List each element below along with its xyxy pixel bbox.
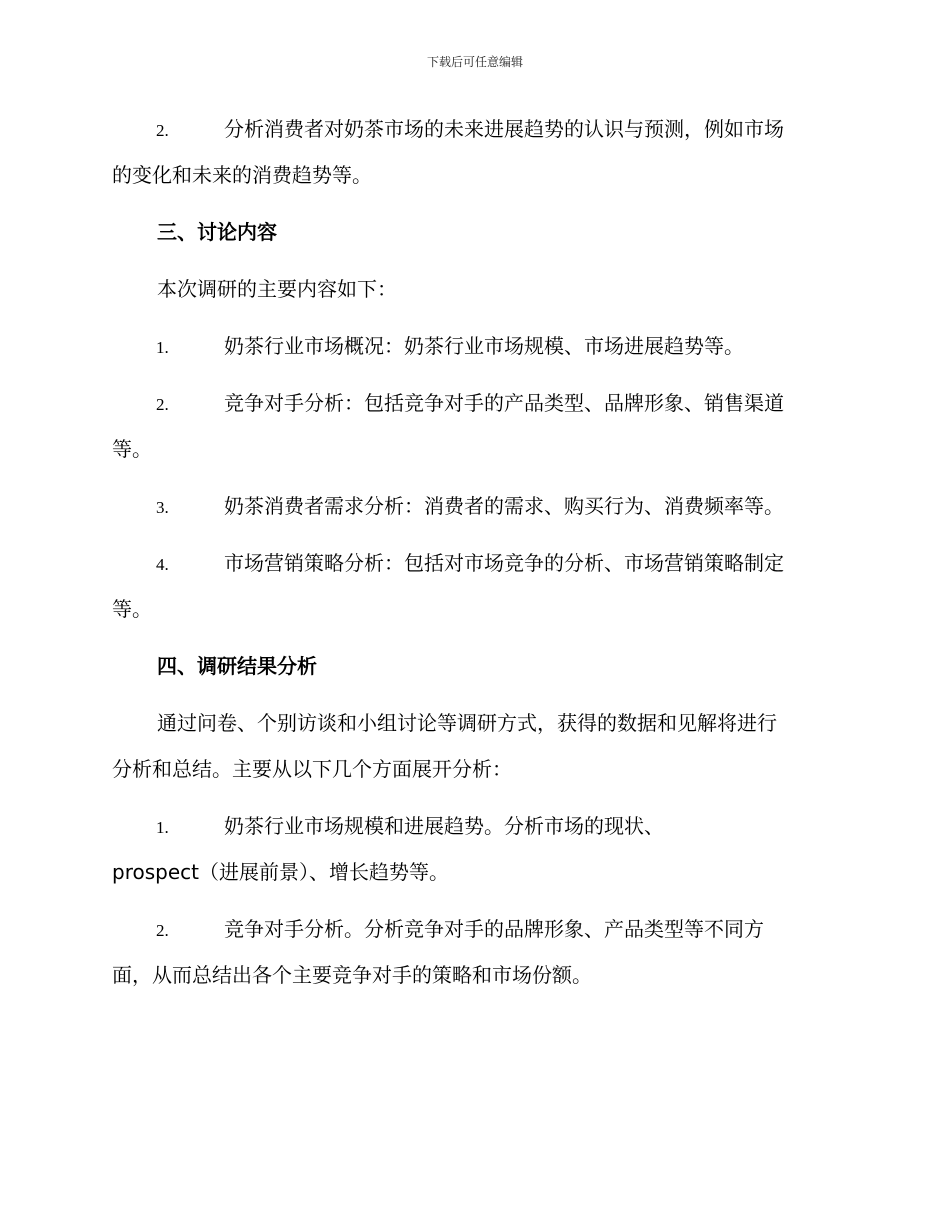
list-item-text: （进展前景）、增长趋势等。 (198, 860, 449, 884)
paragraph-continuation: 分析和总结。主要从以下几个方面展开分析： (112, 757, 512, 781)
list-item (112, 906, 834, 952)
list-item-text: 市场营销策略分析：包括对市场竞争的分析、市场营销策略制定 (224, 551, 784, 575)
list-item-continuation: 的变化和未来的消费趋势等。 (112, 163, 372, 187)
list-item (112, 323, 834, 369)
list-item-text: 奶茶行业市场概况：奶茶行业市场规模、市场进展趋势等。 (224, 334, 744, 358)
latin-term: prospect (112, 860, 199, 884)
list-number: 4. (156, 555, 169, 574)
list-item-text: 奶茶行业市场规模和进展趋势。分析市场的现状、 (224, 814, 664, 838)
section-heading: 四、调研结果分析 (157, 654, 317, 678)
document-body (112, 106, 834, 998)
list-number: 2. (156, 395, 169, 414)
list-number: 1. (156, 818, 169, 837)
paragraph: 本次调研的主要内容如下： (157, 277, 397, 301)
list-number: 1. (156, 338, 169, 357)
list-item-continuation: 等。 (112, 597, 152, 621)
section-heading: 三、讨论内容 (157, 220, 277, 244)
list-item-continuation: 面，从而总结出各个主要竞争对手的策略和市场份额。 (112, 963, 592, 987)
page-header: 下载后可任意编辑 (426, 55, 523, 69)
list-item-continuation (112, 849, 834, 895)
list-item (112, 803, 834, 849)
paragraph: 通过问卷、个别访谈和小组讨论等调研方式，获得的数据和见解将进行 (157, 711, 777, 735)
list-item (112, 540, 834, 586)
list-number: 2. (156, 121, 169, 140)
list-item (112, 483, 834, 529)
list-number: 2. (156, 921, 169, 940)
list-item (112, 380, 834, 426)
list-item-continuation: 等。 (112, 437, 152, 461)
list-item (112, 106, 834, 152)
list-item-text: 分析消费者对奶茶市场的未来进展趋势的认识与预测，例如市场 (224, 117, 784, 141)
list-item-text: 奶茶消费者需求分析：消费者的需求、购买行为、消费频率等。 (224, 494, 784, 518)
list-item-text: 竞争对手分析：包括竞争对手的产品类型、品牌形象、销售渠道 (224, 391, 784, 415)
list-number: 3. (156, 498, 169, 517)
list-item-text: 竞争对手分析。分析竞争对手的品牌形象、产品类型等不同方 (224, 917, 764, 941)
